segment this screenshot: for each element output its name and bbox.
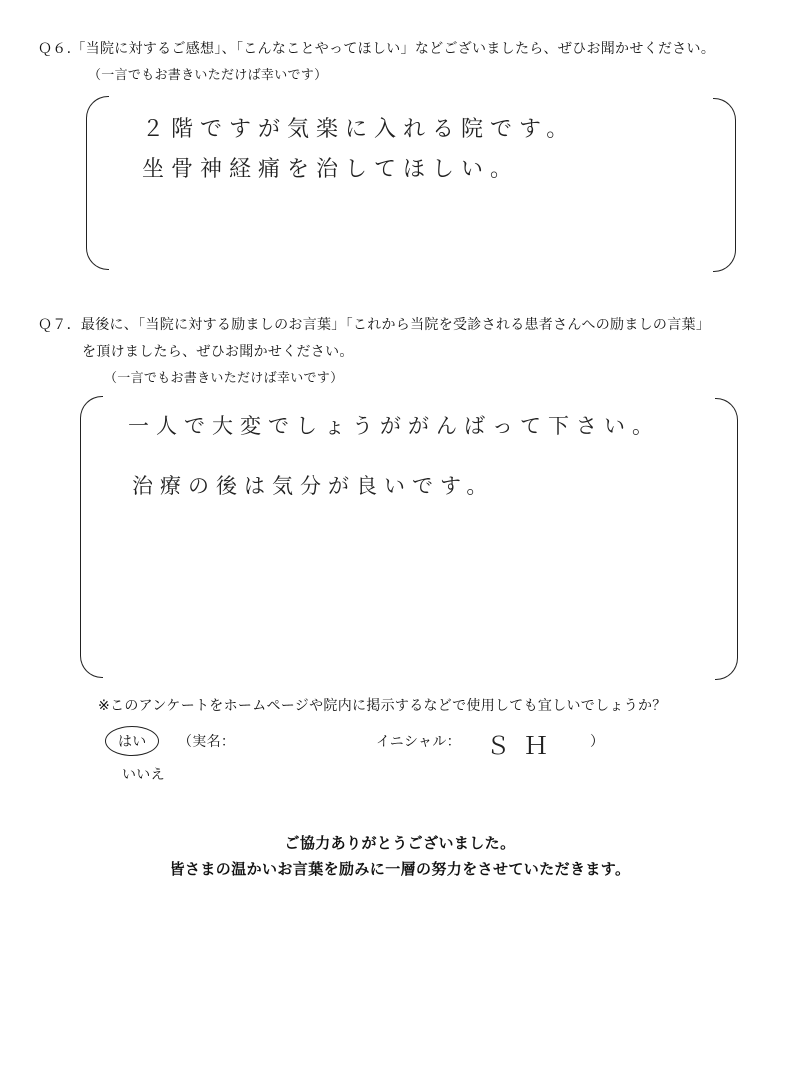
q7-answer-box-left-bracket [80,396,103,678]
q7-answer-box-right-bracket [715,398,738,680]
q6-answer-line-1: ２階ですが気楽に入れる院です。 [142,117,576,142]
close-paren: ） [590,734,605,750]
q6-answer-box-right-bracket [713,98,736,272]
q6-answer-line-2: 坐骨神経痛を治してほしい。 [142,157,520,182]
q7-answer-line-1: 一人で大変でしょうががんばって下さい。 [128,414,660,438]
q6-question: Ｑ６.「当院に対するご感想」、「こんなことやってほしい」などございましたら、ぜひお聞かせください。 [38,41,716,57]
no-option[interactable]: いいえ [122,767,165,783]
q7-question-line-1: Ｑ７．最後に、「当院に対する励ましのお言葉」「これから当院を受診される患者さんへの励ましの言葉」 [38,317,711,333]
real-name-label: （実名： [178,734,236,750]
initial-value: ＳＨ [486,732,562,760]
initial-label: イニシャル： [376,734,461,750]
q7-question-line-2: を頂けましたら、ぜひお聞かせください。 [82,344,354,360]
consent-question: ※このアンケートをホームページや院内に掲示するなどで使用しても宜しいでしょうか？ [98,698,667,714]
q7-note: （一言でもお書きいただけば幸いです） [104,371,344,386]
closing-line-2: 皆さまの温かいお言葉を励みに一層の努力をさせていただきます。 [169,860,631,878]
q7-answer-line-2: 治療の後は気分が良いです。 [132,474,495,498]
closing-line-1: ご協力ありがとうございました。 [284,834,516,852]
q6-answer-box-left-bracket [86,96,109,270]
yes-option[interactable]: はい [118,734,147,750]
q6-note: （一言でもお書きいただけば幸いです） [88,68,328,83]
